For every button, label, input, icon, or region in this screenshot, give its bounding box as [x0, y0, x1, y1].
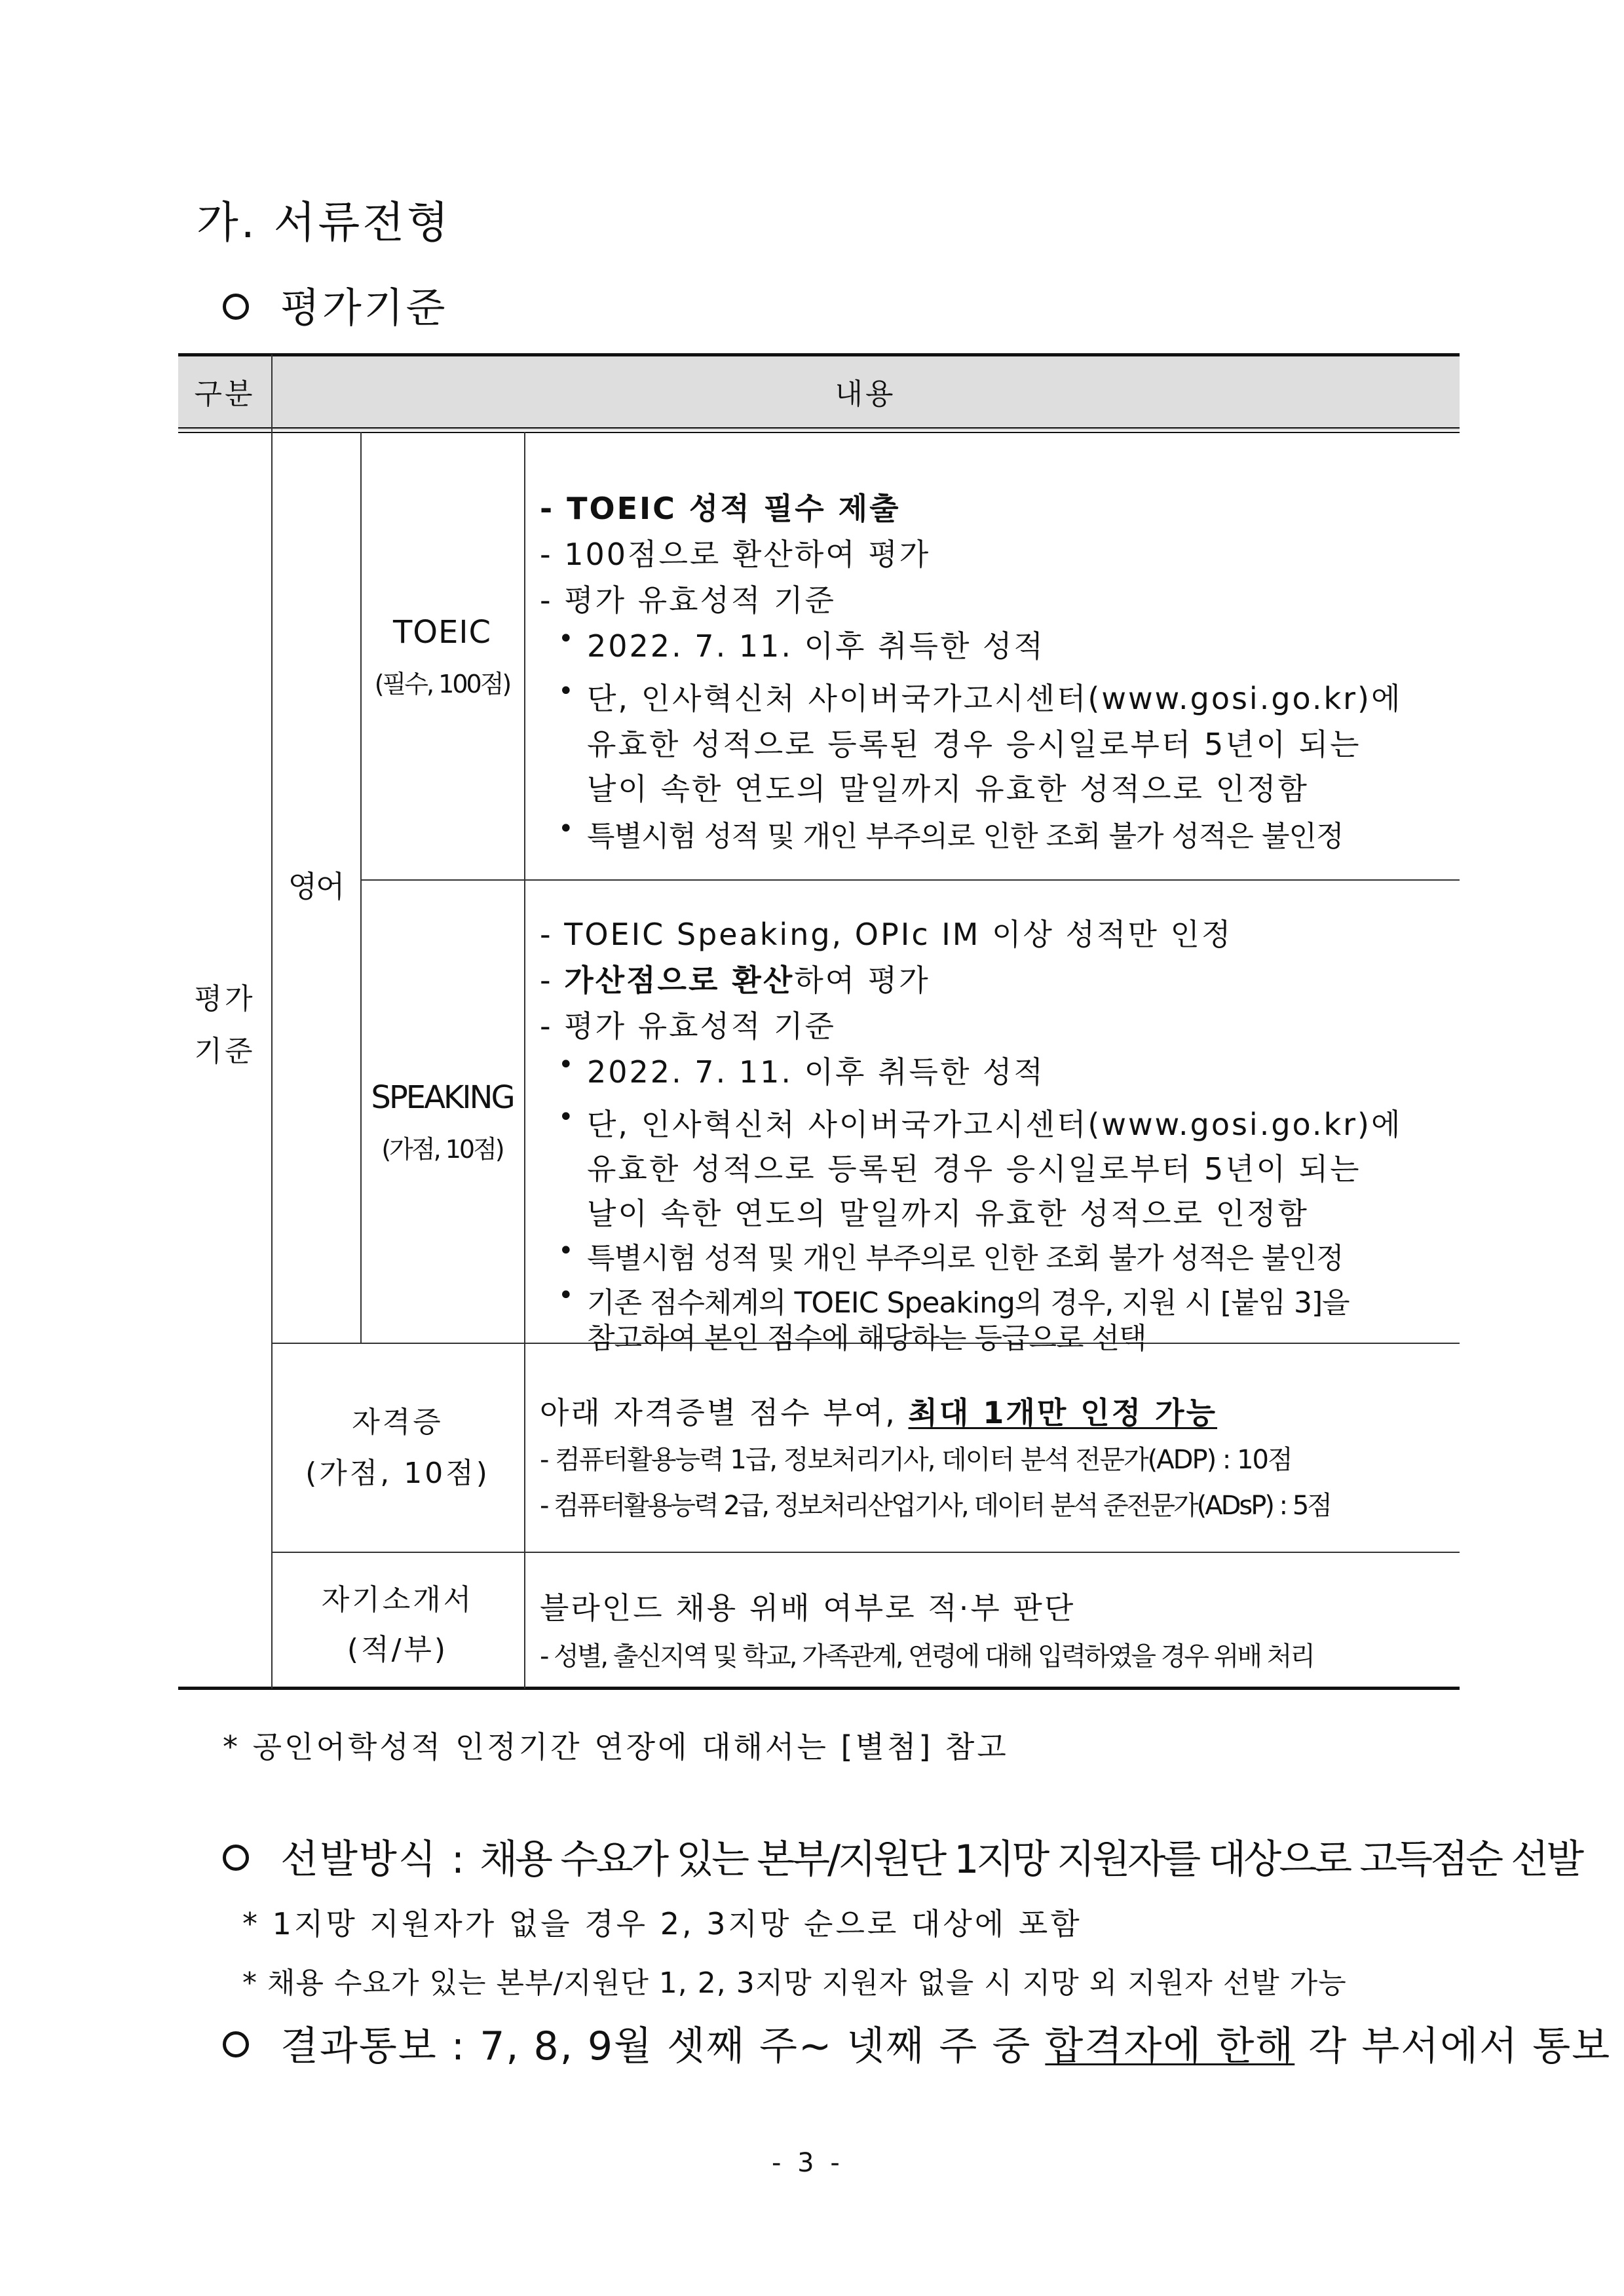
toeic-line-3: - 평가 유효성적 기준 [540, 583, 836, 618]
cert-line-3: - 컴퓨터활용능력 2급, 정보처리산업기사, 데이터 분석 준전문가(ADsP) : 5점 [540, 1491, 1331, 1521]
toeic-line-2: - 100점으로 환산하여 평가 [540, 537, 931, 572]
selection-note-2: * 채용 수요가 있는 본부/지원단 1, 2, 3지망 지원자 없을 시 지망 외 지원자 선발 가능 [242, 1966, 1347, 2000]
speaking-line-2-bold: 가산점으로 환산 [564, 963, 795, 998]
cert-label-line2: (가점, 10점) [305, 1457, 490, 1490]
intro-label [271, 1573, 524, 1677]
header-category: 구분 [194, 377, 255, 411]
selection-text: 채용 수요가 있는 본부/지원단 1지망 지원자를 대상으로 고득점순 선발 [480, 1837, 1582, 1883]
row-label-line2: 기준 [194, 1035, 255, 1068]
intro-line-2: - 성별, 출신지역 및 학교, 가족관계, 연령에 대해 입력하였을 경우 위배 처리 [540, 1641, 1314, 1672]
cert-line-2: - 컴퓨터활용능력 1급, 정보처리기사, 데이터 분석 전문가(ADP) : 10점 [540, 1445, 1292, 1475]
intro-label-line1: 자기소개서 [321, 1583, 474, 1617]
speaking-bullet-2-line1: 단, 인사혁신처 사이버국가고시센터(www.gosi.go.kr)에 [587, 1107, 1403, 1142]
selection-note-1: * 1지망 지원자가 없을 경우 2, 3지망 순으로 대상에 포함 [242, 1906, 1082, 1942]
result-rest: 각 부서에서 통보 [1294, 2023, 1612, 2069]
speaking-line-2-prefix: - [540, 963, 565, 998]
speaking-line-1: - TOEIC Speaking, OPIc IM 이상 성적만 인정 [540, 917, 1233, 952]
result-underlined: 합격자에 한해 [1045, 2023, 1295, 2069]
cert-line-1-emphasis: 최대 1개만 인정 가능 [908, 1395, 1218, 1430]
speaking-line-2-rest: 하여 평가 [794, 963, 930, 998]
bullet-dot-icon: • [558, 676, 574, 706]
speaking-line-3: - 평가 유효성적 기준 [540, 1008, 836, 1044]
speaking-bullet-2-line3: 날이 속한 연도의 말일까지 유효한 성적으로 인정함 [587, 1196, 1309, 1231]
cert-label-line1: 자격증 [352, 1406, 444, 1439]
selection-method [223, 1828, 1581, 1885]
toeic-line-1: - TOEIC 성적 필수 제출 [540, 491, 901, 526]
result-notice [223, 2015, 1611, 2071]
toeic-label: TOEIC [392, 614, 492, 651]
bullet-dot-icon: • [558, 1102, 574, 1132]
toeic-bullet-2-line2: 유효한 성적으로 등록된 경우 응시일로부터 5년이 되는 [587, 727, 1361, 762]
toeic-note: (필수, 100점) [374, 669, 510, 698]
circle-bullet-icon [223, 1845, 249, 1871]
english-label: 영어 [288, 869, 344, 904]
speaking-bullet-2-line2: 유효한 성적으로 등록된 경우 응시일로부터 5년이 되는 [587, 1151, 1361, 1187]
circle-bullet-icon [223, 2031, 249, 2057]
header-content: 내용 [835, 377, 896, 411]
cert-line-1-prefix: 아래 자격증별 점수 부여, [540, 1395, 909, 1430]
intro-label-line2: (적/부) [347, 1633, 449, 1666]
bullet-dot-icon: • [558, 624, 574, 654]
circle-bullet-icon [223, 294, 249, 320]
speaking-bullet-4-line1: 기존 점수체계의 TOEIC Speaking의 경우, 지원 시 [붙임 3]을 [587, 1286, 1350, 1320]
cert-label [271, 1396, 524, 1501]
speaking-bullet-4-line2: 참고하여 본인 점수에 해당하는 등급으로 선택 [587, 1322, 1146, 1355]
bullet-dot-icon: • [558, 814, 574, 844]
header-rule-2 [178, 432, 1460, 433]
criteria-heading-text: 평가기준 [280, 284, 448, 332]
row-label-line1: 평가 [194, 982, 255, 1016]
section-title: 가. 서류전형 [197, 197, 451, 248]
row-divider-cert [271, 1552, 1460, 1553]
speaking-bullet-1: 2022. 7. 11. 이후 취득한 성적 [587, 1054, 1045, 1090]
bullet-dot-icon: • [558, 1236, 574, 1266]
bullet-dot-icon: • [558, 1280, 574, 1311]
page-number: - 3 - [772, 2148, 844, 2178]
toeic-bullet-1: 2022. 7. 11. 이후 취득한 성적 [587, 628, 1045, 664]
toeic-bullet-2-line3: 날이 속한 연도의 말일까지 유효한 성적으로 인정함 [587, 771, 1309, 807]
cert-line-1 [540, 1389, 1217, 1432]
speaking-line-2 [540, 957, 930, 1000]
table-bottom-rule [178, 1687, 1460, 1690]
speaking-note: (가점, 10점) [381, 1134, 503, 1164]
bullet-dot-icon: • [558, 1050, 574, 1080]
footnote: * 공인어학성적 인정기간 연장에 대해서는 [별첨] 참고 [223, 1729, 1009, 1765]
speaking-bullet-3: 특별시험 성적 및 개인 부주의로 인한 조회 불가 성적은 불인정 [587, 1242, 1344, 1275]
col-divider-3 [524, 432, 525, 1689]
result-label: 결과통보 : 7, 8, 9월 셋째 주~ 넷째 주 중 [280, 2023, 1046, 2069]
row-divider-toeic [360, 879, 1460, 881]
toeic-bullet-3: 특별시험 성적 및 개인 부주의로 인한 조회 불가 성적은 불인정 [587, 820, 1344, 853]
selection-label: 선발방식 : [280, 1837, 480, 1883]
toeic-bullet-2-line1: 단, 인사혁신처 사이버국가고시센터(www.gosi.go.kr)에 [587, 681, 1403, 716]
row-label-criteria [178, 970, 271, 1081]
speaking-label: SPEAKING [371, 1079, 514, 1116]
col-divider-2 [360, 432, 362, 1343]
criteria-heading [223, 275, 448, 334]
intro-line-1: 블라인드 채용 위배 여부로 적·부 판단 [540, 1590, 1076, 1626]
